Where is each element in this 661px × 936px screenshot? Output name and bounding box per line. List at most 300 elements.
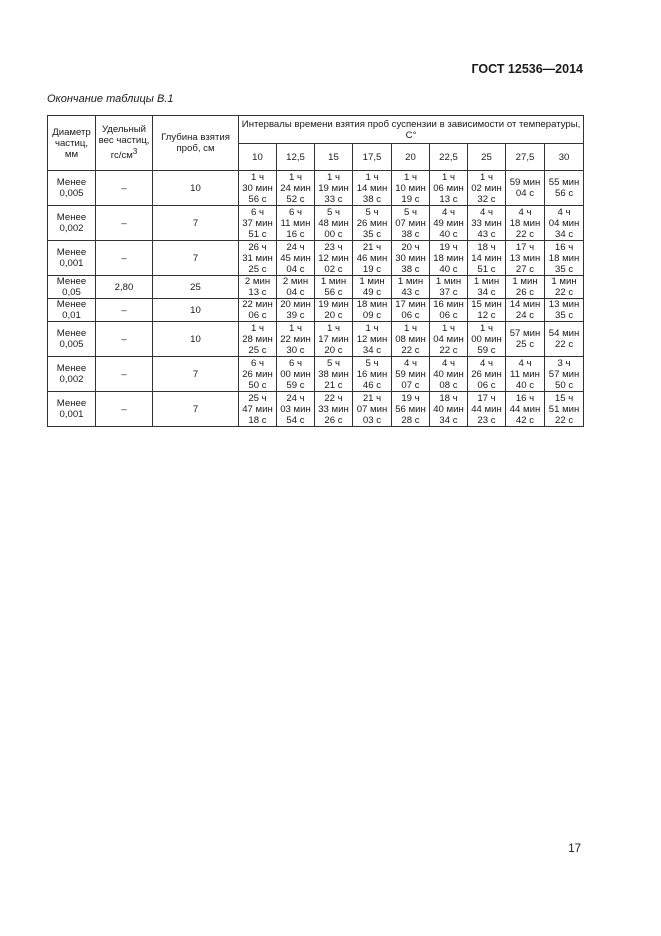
interval-line: 00 с (324, 228, 343, 240)
interval-cell (506, 171, 545, 206)
interval-line: 17 мин (318, 333, 349, 345)
interval-line: 1 ч (480, 322, 493, 334)
header-temp-1: 12,5 (277, 144, 315, 171)
interval-line: 03 с (362, 414, 382, 426)
interval-line: 57 мин (548, 368, 580, 380)
interval-cell (545, 206, 584, 241)
interval-line: 15 ч (554, 392, 574, 404)
interval-line: 17 ч (515, 241, 535, 253)
table-row (48, 392, 584, 427)
diameter-line: 0,002 (59, 374, 84, 385)
interval-line: 22 с (515, 228, 535, 240)
interval-cell (430, 276, 468, 299)
diameter-line: 0,05 (62, 287, 81, 298)
interval-line: 46 с (362, 379, 382, 391)
specific-weight-cell: – (96, 171, 153, 206)
interval-cell (545, 171, 584, 206)
interval-line: 56 с (248, 193, 267, 205)
interval-line: 17 ч (477, 392, 496, 404)
interval-line: 24 с (515, 310, 535, 321)
interval-cell (545, 392, 584, 427)
interval-cell (545, 276, 584, 299)
header-temp-3: 17,5 (353, 144, 392, 171)
interval-line: 50 с (554, 379, 574, 391)
interval-cell (468, 241, 506, 276)
specific-weight-cell: – (96, 322, 153, 357)
interval-cell (392, 392, 430, 427)
diameter-cell (48, 322, 96, 357)
interval-line: 1 ч (251, 322, 264, 334)
interval-cell (277, 299, 315, 322)
interval-line: 07 мин (356, 403, 388, 415)
interval-line: 1 ч (442, 322, 455, 334)
diameter-cell (48, 357, 96, 392)
interval-line: 04 с (286, 287, 305, 298)
interval-cell (468, 171, 506, 206)
interval-line: 59 мин (395, 368, 426, 380)
header-temp-0: 10 (239, 144, 277, 171)
interval-line: 38 с (362, 193, 382, 205)
interval-line: 1 мин (320, 276, 347, 287)
diameter-line: Менее (56, 299, 87, 310)
interval-line: 6 ч (251, 357, 264, 369)
page-number: 17 (568, 843, 581, 855)
header-depth: Глубина взятия проб, см (153, 116, 239, 171)
interval-cell (277, 276, 315, 299)
specific-weight-cell: – (96, 206, 153, 241)
interval-cell (315, 171, 353, 206)
interval-cell (353, 241, 392, 276)
interval-line: 00 мин (280, 368, 311, 380)
depth-cell: 7 (153, 206, 239, 241)
interval-line: 19 с (401, 193, 420, 205)
interval-line: 33 мин (471, 217, 502, 229)
interval-line: 02 с (324, 263, 343, 275)
table-row (48, 322, 584, 357)
interval-line: 16 с (286, 228, 305, 240)
interval-line: 5 ч (327, 357, 340, 369)
interval-line: 38 с (401, 263, 420, 275)
diameter-cell (48, 241, 96, 276)
interval-line: 06 с (477, 379, 496, 391)
interval-line: 20 мин (280, 299, 311, 310)
interval-line: 35 с (554, 310, 574, 321)
interval-line: 1 ч (327, 322, 340, 334)
diameter-line: 0,001 (59, 409, 84, 420)
interval-line: 23 ч (324, 241, 343, 253)
header-specific-weight-text: Удельный вес частиц, гс/см (98, 124, 150, 162)
specific-weight-cell: – (96, 392, 153, 427)
interval-cell (239, 392, 277, 427)
interval-cell (315, 322, 353, 357)
interval-line: 18 мин (356, 299, 388, 310)
diameter-line: Менее (56, 398, 87, 409)
interval-cell (315, 357, 353, 392)
interval-line: 1 мин (512, 276, 538, 287)
interval-line: 22 с (554, 414, 574, 426)
interval-line: 02 мин (471, 182, 502, 194)
interval-line: 06 с (248, 310, 267, 321)
interval-line: 30 с (286, 344, 305, 356)
interval-cell (239, 357, 277, 392)
interval-cell (277, 357, 315, 392)
interval-line: 06 с (439, 310, 458, 321)
interval-line: 4 ч (518, 206, 532, 218)
interval-cell (468, 322, 506, 357)
interval-cell (392, 171, 430, 206)
depth-cell: 10 (153, 322, 239, 357)
interval-line: 28 с (401, 414, 420, 426)
interval-line: 4 ч (518, 357, 532, 369)
interval-line: 20 ч (401, 241, 420, 253)
diameter-line: 0,002 (59, 223, 84, 234)
interval-line: 19 мин (318, 299, 349, 310)
interval-line: 14 мин (509, 299, 541, 310)
interval-line: 04 мин (548, 217, 580, 229)
interval-line: 20 с (324, 310, 343, 321)
header-temp-6: 25 (468, 144, 506, 171)
interval-line: 22 с (554, 339, 574, 350)
interval-line: 50 с (248, 379, 267, 391)
interval-cell (468, 392, 506, 427)
interval-line: 56 с (554, 188, 574, 199)
interval-cell (545, 357, 584, 392)
specific-weight-cell: – (96, 241, 153, 276)
diameter-line: Менее (56, 247, 87, 258)
table-row (48, 299, 584, 322)
interval-cell (353, 322, 392, 357)
interval-line: 37 с (439, 287, 458, 298)
interval-cell (277, 171, 315, 206)
interval-line: 18 мин (548, 252, 580, 264)
interval-line: 38 мин (318, 368, 349, 380)
interval-cell (506, 322, 545, 357)
diameter-line: Менее (56, 276, 87, 287)
data-table (47, 115, 584, 427)
interval-line: 40 мин (433, 403, 464, 415)
diameter-line: 0,005 (59, 188, 84, 199)
interval-cell (545, 322, 584, 357)
interval-line: 45 мин (280, 252, 311, 264)
interval-line: 26 мин (471, 368, 502, 380)
interval-line: 59 с (286, 379, 305, 391)
interval-line: 04 с (286, 263, 305, 275)
interval-line: 1 ч (404, 322, 417, 334)
interval-line: 21 с (324, 379, 343, 391)
interval-line: 25 с (248, 344, 267, 356)
interval-line: 49 мин (433, 217, 464, 229)
interval-cell (353, 357, 392, 392)
interval-line: 4 ч (480, 357, 493, 369)
interval-cell (277, 392, 315, 427)
interval-line: 51 мин (548, 403, 580, 415)
interval-line: 03 мин (280, 403, 311, 415)
interval-line: 10 мин (395, 182, 426, 194)
interval-cell (239, 322, 277, 357)
interval-cell (239, 241, 277, 276)
diameter-cell (48, 299, 96, 322)
interval-line: 1 ч (480, 171, 493, 183)
interval-line: 5 ч (404, 206, 417, 218)
interval-line: 1 ч (289, 171, 302, 183)
interval-line: 17 мин (395, 299, 426, 310)
interval-line: 18 мин (509, 217, 541, 229)
interval-line: 26 с (515, 287, 535, 298)
interval-line: 06 с (401, 310, 420, 321)
interval-cell (353, 171, 392, 206)
interval-cell (315, 276, 353, 299)
interval-line: 24 ч (286, 241, 305, 253)
interval-cell (239, 206, 277, 241)
interval-line: 08 мин (395, 333, 426, 345)
interval-line: 04 с (515, 188, 535, 199)
interval-line: 4 ч (442, 357, 455, 369)
interval-line: 18 ч (439, 392, 458, 404)
interval-line: 00 мин (471, 333, 502, 345)
interval-line: 28 мин (242, 333, 273, 345)
interval-cell (468, 357, 506, 392)
interval-line: 1 мин (435, 276, 462, 287)
interval-line: 23 с (477, 414, 496, 426)
interval-cell (430, 357, 468, 392)
interval-line: 1 мин (397, 276, 424, 287)
interval-line: 1 ч (365, 171, 379, 183)
interval-cell (430, 299, 468, 322)
interval-cell (239, 299, 277, 322)
table-caption: Окончание таблицы В.1 (47, 93, 174, 105)
interval-line: 22 мин (280, 333, 311, 345)
interval-line: 5 ч (327, 206, 340, 218)
diameter-line: 0,001 (59, 258, 84, 269)
interval-line: 21 ч (362, 241, 382, 253)
interval-cell (468, 276, 506, 299)
interval-line: 46 мин (356, 252, 388, 264)
interval-line: 56 мин (395, 403, 426, 415)
interval-line: 25 с (248, 263, 267, 275)
header-temp-4: 20 (392, 144, 430, 171)
interval-line: 51 с (477, 263, 496, 275)
interval-cell (506, 299, 545, 322)
interval-line: 16 мин (433, 299, 464, 310)
interval-cell (545, 241, 584, 276)
interval-line: 51 с (248, 228, 267, 240)
interval-line: 16 ч (515, 392, 535, 404)
diameter-cell (48, 276, 96, 299)
interval-line: 52 с (286, 193, 305, 205)
interval-line: 48 мин (318, 217, 349, 229)
depth-cell: 7 (153, 357, 239, 392)
interval-line: 1 мин (473, 276, 500, 287)
interval-cell (277, 322, 315, 357)
interval-line: 13 с (248, 287, 267, 298)
depth-cell: 10 (153, 299, 239, 322)
interval-line: 19 мин (318, 182, 349, 194)
interval-cell (392, 206, 430, 241)
interval-line: 14 мин (356, 182, 388, 194)
interval-line: 33 мин (318, 403, 349, 415)
header-temp-2: 15 (315, 144, 353, 171)
interval-cell (315, 299, 353, 322)
interval-cell (239, 276, 277, 299)
interval-line: 35 с (362, 228, 382, 240)
interval-cell (468, 299, 506, 322)
interval-line: 08 с (439, 379, 458, 391)
interval-cell (392, 322, 430, 357)
interval-cell (315, 241, 353, 276)
interval-line: 1 ч (251, 171, 264, 183)
interval-line: 30 мин (242, 182, 273, 194)
interval-line: 43 с (477, 228, 496, 240)
interval-line: 22 с (554, 287, 574, 298)
interval-line: 19 ч (439, 241, 458, 253)
interval-line: 6 ч (251, 206, 264, 218)
interval-line: 34 с (439, 414, 458, 426)
interval-cell (506, 392, 545, 427)
interval-line: 4 ч (404, 357, 417, 369)
interval-line: 44 мин (471, 403, 502, 415)
interval-line: 3 ч (557, 357, 571, 369)
table-row (48, 357, 584, 392)
interval-line: 59 с (477, 344, 496, 356)
interval-line: 06 мин (433, 182, 464, 194)
interval-line: 32 с (477, 193, 496, 205)
interval-line: 24 ч (286, 392, 305, 404)
interval-line: 43 с (401, 287, 420, 298)
header-temp-7: 27,5 (506, 144, 545, 171)
interval-line: 07 с (401, 379, 420, 391)
interval-line: 25 ч (248, 392, 267, 404)
interval-line: 16 ч (554, 241, 574, 253)
document-code: ГОСТ 12536—2014 (471, 62, 583, 76)
interval-line: 4 ч (480, 206, 493, 218)
interval-cell (430, 392, 468, 427)
interval-line: 40 с (439, 263, 458, 275)
interval-cell (239, 171, 277, 206)
diameter-cell (48, 206, 96, 241)
interval-line: 39 с (286, 310, 305, 321)
interval-line: 1 ч (404, 171, 417, 183)
interval-line: 12 с (477, 310, 496, 321)
depth-cell: 10 (153, 171, 239, 206)
interval-line: 16 мин (356, 368, 388, 380)
interval-line: 2 мин (244, 276, 271, 287)
interval-line: 13 с (439, 193, 458, 205)
depth-cell: 7 (153, 392, 239, 427)
interval-cell (277, 241, 315, 276)
diameter-line: 0,005 (59, 339, 84, 350)
interval-line: 20 с (324, 344, 343, 356)
interval-line: 1 мин (551, 276, 577, 287)
interval-line: 19 с (362, 263, 382, 275)
interval-cell (392, 299, 430, 322)
specific-weight-cell: – (96, 299, 153, 322)
interval-line: 07 мин (395, 217, 426, 229)
interval-line: 11 мин (280, 217, 311, 229)
interval-line: 37 мин (242, 217, 273, 229)
diameter-line: Менее (56, 177, 87, 188)
interval-line: 21 ч (362, 392, 382, 404)
interval-line: 18 мин (433, 252, 464, 264)
interval-line: 38 с (401, 228, 420, 240)
interval-line: 22 с (401, 344, 420, 356)
header-intervals: Интервалы времени взятия проб суспензии в зависимости от температуры, С° (239, 116, 584, 144)
header-temp-8: 30 (545, 144, 584, 171)
interval-cell (468, 206, 506, 241)
interval-line: 25 с (515, 339, 535, 350)
interval-line: 13 мин (548, 299, 580, 310)
interval-line: 12 мин (318, 252, 349, 264)
interval-line: 30 мин (395, 252, 426, 264)
interval-line: 55 мин (548, 177, 580, 188)
interval-line: 5 ч (365, 357, 379, 369)
interval-cell (353, 206, 392, 241)
interval-line: 15 мин (471, 299, 502, 310)
interval-line: 04 мин (433, 333, 464, 345)
interval-line: 26 мин (242, 368, 273, 380)
header-diameter: Диаметр частиц, мм (48, 116, 96, 171)
interval-line: 40 с (515, 379, 535, 391)
interval-line: 2 мин (282, 276, 309, 287)
diameter-cell (48, 392, 96, 427)
interval-cell (430, 241, 468, 276)
interval-line: 34 с (477, 287, 496, 298)
interval-line: 49 с (362, 287, 382, 298)
interval-line: 6 ч (289, 206, 302, 218)
interval-line: 40 мин (433, 368, 464, 380)
interval-line: 22 с (439, 344, 458, 356)
interval-line: 26 с (324, 414, 343, 426)
interval-line: 1 мин (359, 276, 385, 287)
interval-line: 31 мин (242, 252, 273, 264)
interval-line: 59 мин (509, 177, 541, 188)
interval-line: 26 ч (248, 241, 267, 253)
interval-line: 33 с (324, 193, 343, 205)
interval-cell (506, 241, 545, 276)
interval-line: 26 мин (356, 217, 388, 229)
interval-line: 18 с (248, 414, 267, 426)
interval-line: 1 ч (289, 322, 302, 334)
interval-line: 56 с (324, 287, 343, 298)
interval-cell (392, 357, 430, 392)
interval-line: 47 мин (242, 403, 273, 415)
interval-line: 22 ч (324, 392, 343, 404)
interval-line: 09 с (362, 310, 382, 321)
interval-line: 1 ч (327, 171, 340, 183)
interval-cell (353, 392, 392, 427)
interval-cell (353, 299, 392, 322)
interval-line: 27 с (515, 263, 535, 275)
interval-line: 40 с (439, 228, 458, 240)
interval-line: 18 ч (477, 241, 496, 253)
interval-line: 5 ч (365, 206, 379, 218)
header-temp-5: 22,5 (430, 144, 468, 171)
interval-cell (392, 276, 430, 299)
table-row (48, 241, 584, 276)
specific-weight-cell: 2,80 (96, 276, 153, 299)
interval-cell (392, 241, 430, 276)
interval-line: 6 ч (289, 357, 302, 369)
interval-line: 12 мин (356, 333, 388, 345)
depth-cell: 7 (153, 241, 239, 276)
interval-cell (353, 276, 392, 299)
header-specific-weight (96, 116, 153, 171)
interval-line: 42 с (515, 414, 535, 426)
interval-line: 14 мин (471, 252, 502, 264)
interval-cell (430, 322, 468, 357)
interval-cell (430, 171, 468, 206)
interval-line: 44 мин (509, 403, 541, 415)
diameter-line: Менее (56, 328, 87, 339)
